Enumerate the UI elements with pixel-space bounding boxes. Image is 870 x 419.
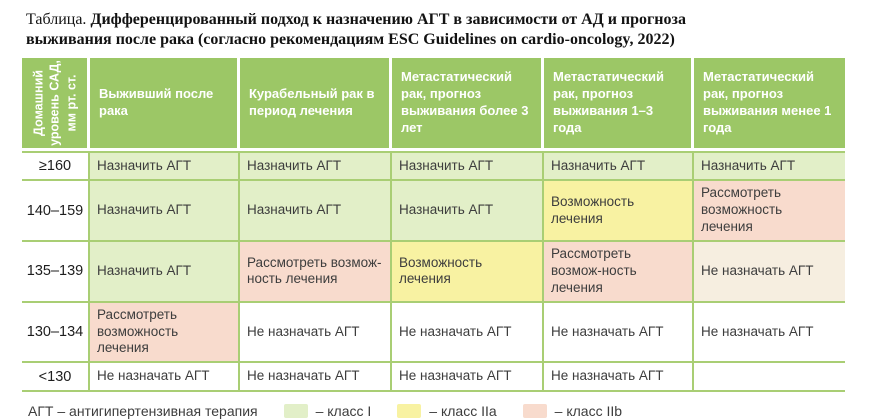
col-header-meta-gt3y: Метастатический рак, прогноз выживания более 3 лет: [392, 58, 544, 151]
table-cell: Рассмотреть возможность лечения: [694, 181, 845, 242]
table-cell: Рассмотреть возмож-ность лечения: [240, 242, 392, 303]
header-row: [22, 58, 845, 151]
class-i-swatch: [284, 404, 308, 418]
table-cell: Не назначать АГТ: [694, 242, 845, 303]
table-cell: Назначить АГТ: [392, 151, 544, 181]
bp-value: 130–134: [22, 303, 90, 364]
table-cell: Возможность лечения: [392, 242, 544, 303]
legend-label: – класс IIa: [429, 403, 497, 419]
table-cell: Рассмотреть возмож-ность лечения: [544, 242, 694, 303]
table-cell: Назначить АГТ: [90, 242, 240, 303]
table-cell: Не назначать АГТ: [544, 303, 694, 364]
table-cell: Назначить АГТ: [392, 181, 544, 242]
table-cell: [694, 363, 845, 392]
table-row: [22, 181, 845, 242]
col-header-meta-1-3y: Метастатический рак, прогноз выживания 1–3 года: [544, 58, 694, 151]
class-iib-swatch: [523, 404, 547, 418]
legend-label: – класс I: [315, 403, 372, 419]
table-cell: Не назначать АГТ: [392, 363, 544, 392]
table-row: [22, 242, 845, 303]
table-row: [22, 151, 845, 181]
table-cell: Назначить АГТ: [240, 151, 392, 181]
table-cell: Не назначать АГТ: [544, 363, 694, 392]
class-iia-swatch: [397, 404, 421, 418]
bp-value: ≥160: [22, 151, 90, 181]
bp-value: <130: [22, 363, 90, 392]
corner-header-label: Домашний уровень САД, мм рт. ст.: [31, 60, 78, 146]
col-header-curable: Курабельный рак в период лечения: [240, 58, 392, 151]
legend-note: АГТ – антигипертензивная терапия: [28, 403, 258, 419]
legend: [28, 403, 846, 419]
title-text: Дифференцированный подход к назначению АГТ в зависимости от АД и прогноза выживания после рака (согласно рекомендациям ESC Guidelines on cardio-oncology, 2022): [26, 11, 686, 49]
table-cell: Рассмотреть возможность лечения: [90, 303, 240, 364]
table-cell: Назначить АГТ: [90, 181, 240, 242]
table-row: [22, 363, 845, 392]
table-title: [26, 10, 766, 51]
legend-item-class-iia: [397, 403, 496, 419]
table-cell: Не назначать АГТ: [90, 363, 240, 392]
legend-label: – класс IIb: [554, 403, 623, 419]
table-cell: Не назначать АГТ: [240, 363, 392, 392]
corner-header-sbp: [22, 58, 90, 151]
table-cell: Назначить АГТ: [544, 151, 694, 181]
table-cell: Назначить АГТ: [90, 151, 240, 181]
col-header-meta-lt1y: Метастатический рак, прогноз выживания менее 1 года: [694, 58, 845, 151]
table-cell: Назначить АГТ: [240, 181, 392, 242]
table-cell: Назначить АГТ: [694, 151, 845, 181]
aht-decision-table: [22, 58, 845, 392]
col-header-survivor: Выживший после рака: [90, 58, 240, 151]
title-prefix: Таблица.: [26, 11, 87, 28]
bp-value: 135–139: [22, 242, 90, 303]
table-cell: Не назначать АГТ: [240, 303, 392, 364]
legend-item-class-i: [284, 403, 372, 419]
table-cell: Не назначать АГТ: [694, 303, 845, 364]
table-row: [22, 303, 845, 364]
table-cell: Возможность лечения: [544, 181, 694, 242]
legend-item-class-iib: [523, 403, 622, 419]
table-cell: Не назначать АГТ: [392, 303, 544, 364]
bp-value: 140–159: [22, 181, 90, 242]
